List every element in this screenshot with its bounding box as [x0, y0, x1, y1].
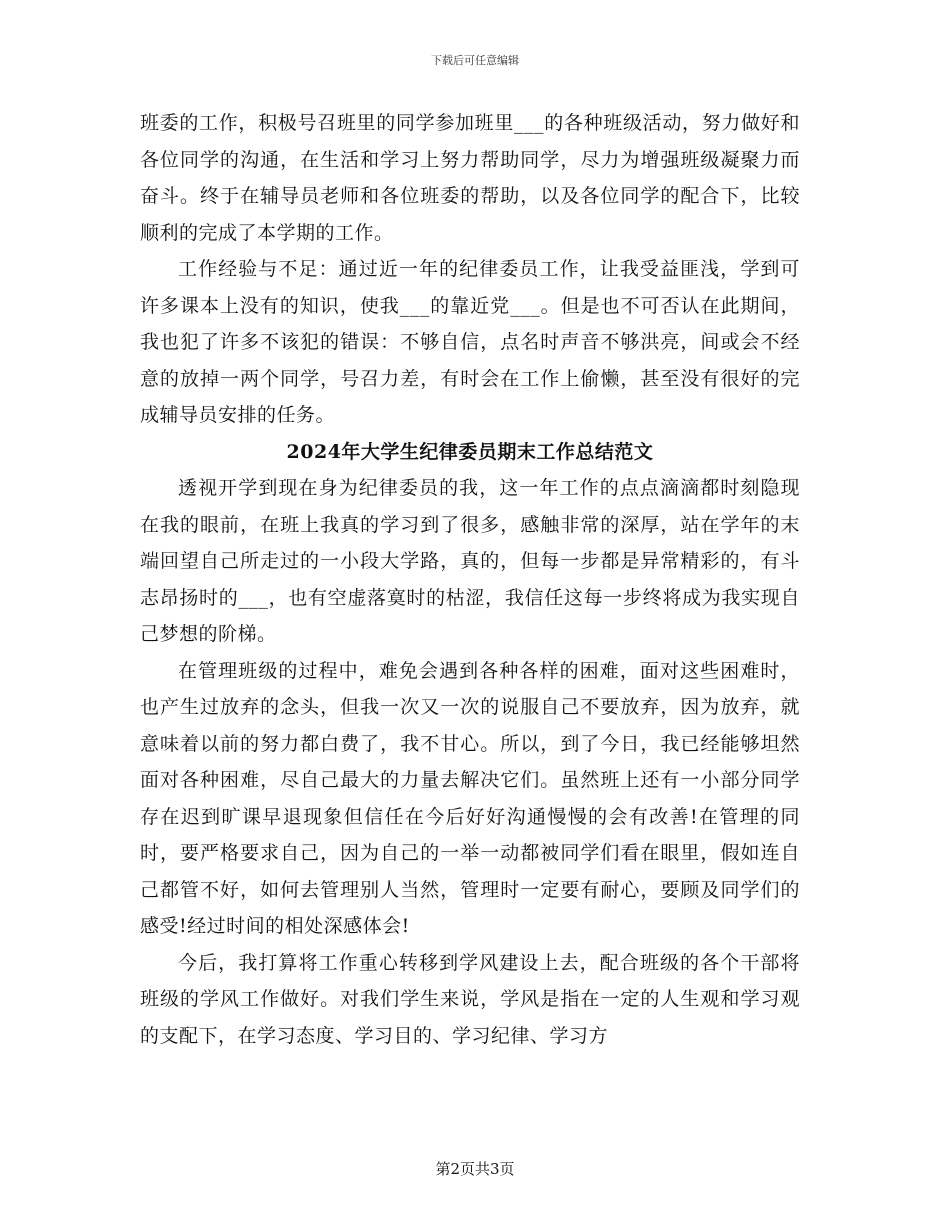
paragraph-experience: 工作经验与不足：通过近一年的纪律委员工作，让我受益匪浅，学到可许多课本上没有的知识，使我___的靠近党___。但是也不可否认在此期间，我也犯了许多不该犯的错误：不够自信，点名时声音不够洪亮，间或会不经意的放掉一两个同学，号召力差，有时会在工作上偷懒，甚至没有很好的完成辅导员安排的任务。 [140, 258, 800, 426]
page-number: 第2页共3页 [435, 1160, 515, 1178]
paragraph-management: 在管理班级的过程中，难免会遇到各种各样的困难，面对这些困难时，也产生过放弃的念头，但我一次又一次的说服自己不要放弃，因为放弃，就意味着以前的努力都白费了，我不甘心。所以，到了今日，我已经能够坦然面对各种困难，尽自己最大的力量去解决它们。虽然班上还有一小部分同学存在迟到旷课早退现象但信任在今后好好沟通慢慢的会有改善!在管理的同时，要严格要求自己，因为自己的一举一动都被同学们看在眼里，假如连自己都管不好，如何去管理别人当然，管理时一定要有耐心，要顾及同学们的感受!经过时间的相处深感体会! [140, 659, 800, 937]
paragraph-future: 今后，我打算将工作重心转移到学风建设上去，配合班级的各个干部将班级的学风工作做好。对我们学生来说，学风是指在一定的人生观和学习观的支配下，在学习态度、学习目的、学习纪律、学习方 [140, 951, 800, 1047]
document-body [140, 105, 800, 1054]
page-header: 下载后可任意编辑 [431, 54, 519, 67]
paragraph-continued: 班委的工作，积极号召班里的同学参加班里___的各种班级活动，努力做好和各位同学的沟通，在生活和学习上努力帮助同学，尽力为增强班级凝聚力而奋斗。终于在辅导员老师和各位班委的帮助，以及各位同学的配合下，比较顺利的完成了本学期的工作。 [140, 112, 800, 244]
section-title: 2024年大学生纪律委员期末工作总结范文 [286, 440, 654, 463]
paragraph-intro: 透视开学到现在身为纪律委员的我，这一年工作的点点滴滴都时刻隐现在我的眼前，在班上我真的学习到了很多，感触非常的深厚，站在学年的末端回望自己所走过的一小段大学路，真的，但每一步都是异常精彩的，有斗志昂扬时的___，也有空虚落寞时的枯涩，我信任这每一步终将成为我实现自己梦想的阶梯。 [140, 477, 800, 645]
